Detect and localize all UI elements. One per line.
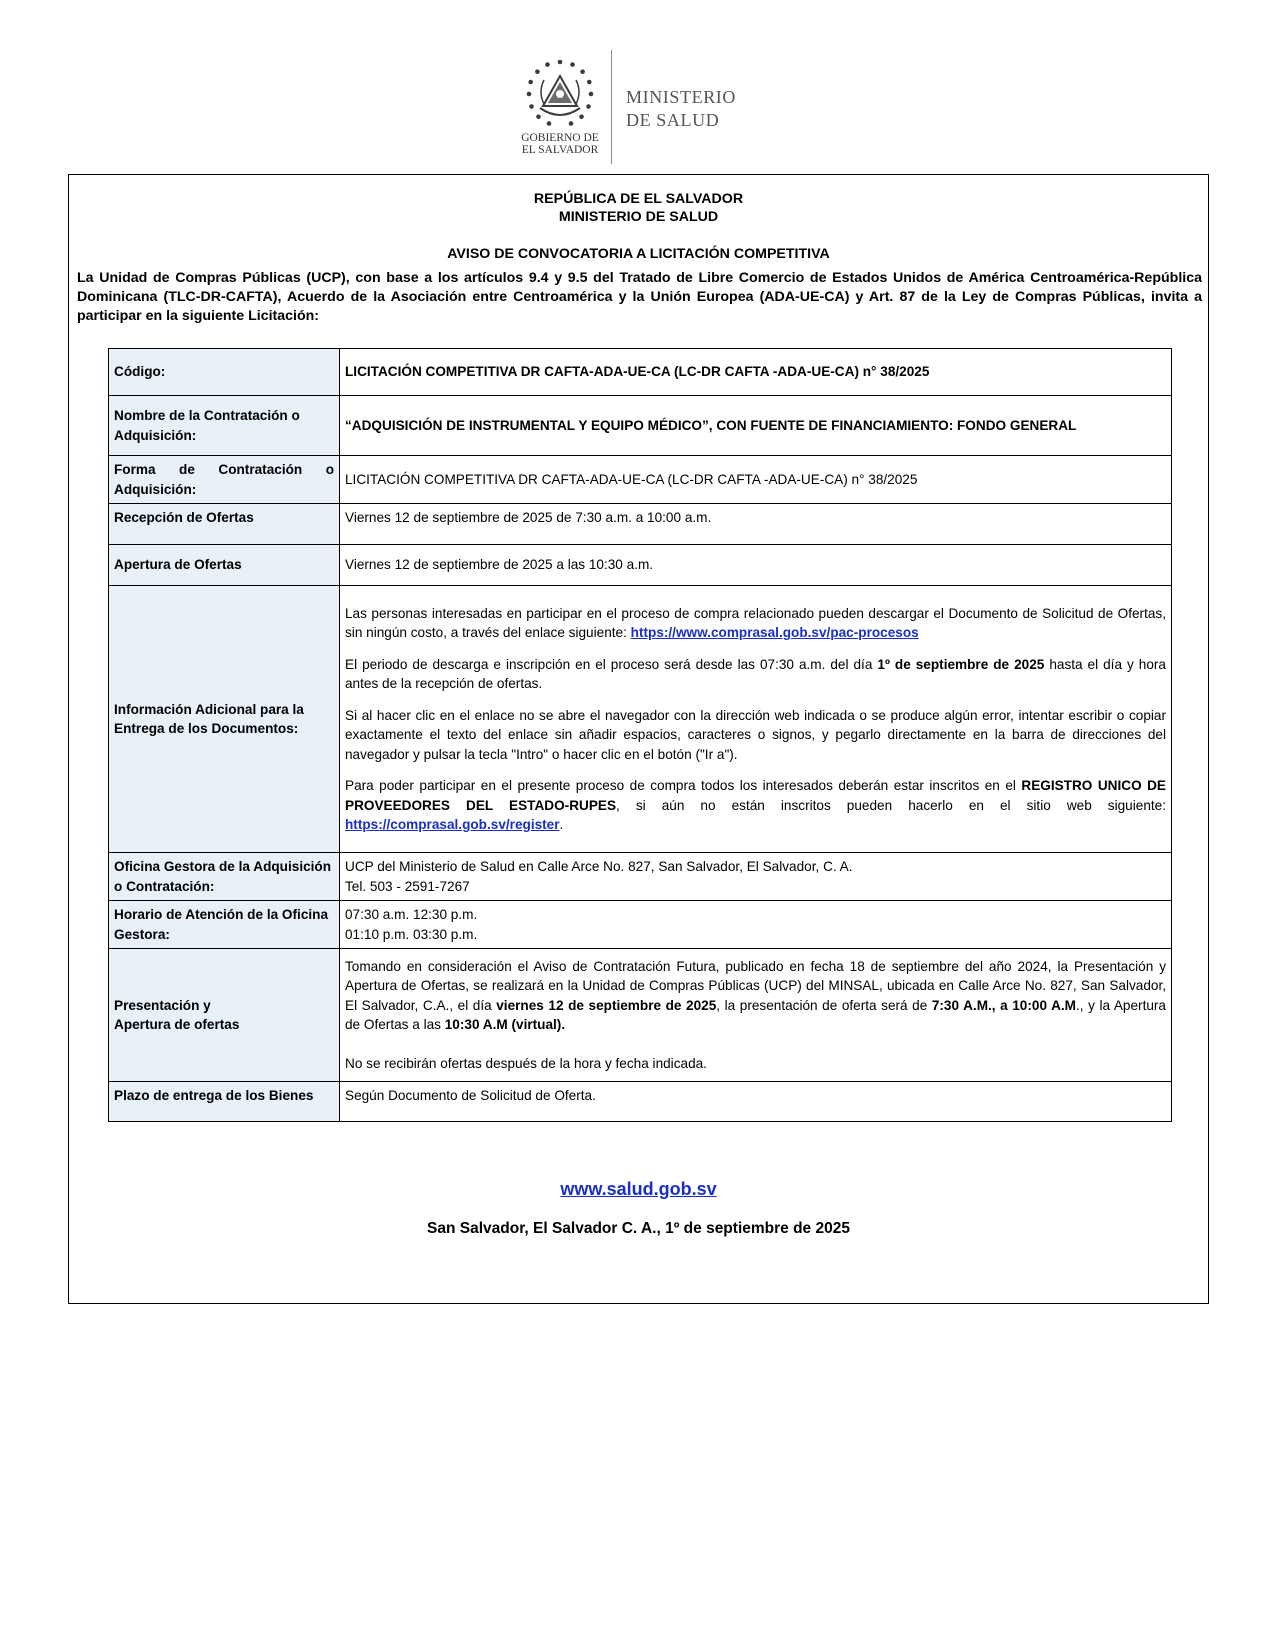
header-divider: [611, 50, 612, 164]
heading-republic: REPÚBLICA DE EL SALVADOR: [533, 191, 744, 207]
table-row: [109, 853, 1172, 901]
row-value-forma: LICITACIÓN COMPETITIVA DR CAFTA-ADA-UE-CA (LC-DR CAFTA -ADA-UE-CA) n° 38/2025: [340, 456, 1172, 504]
row-label-forma: Forma de Contratación o Adquisición:: [109, 456, 340, 504]
row-value-plazo: Según Documento de Solicitud de Oferta.: [340, 1082, 1172, 1122]
row-value-codigo: LICITACIÓN COMPETITIVA DR CAFTA-ADA-UE-CA (LC-DR CAFTA -ADA-UE-CA) n° 38/2025: [340, 349, 1172, 396]
table-row: [109, 545, 1172, 586]
row-value-informacion: [340, 586, 1172, 853]
government-name: GOBIERNO DE EL SALVADOR: [521, 132, 599, 156]
row-label-recepcion: Recepción de Ofertas: [109, 504, 340, 545]
row-value-apertura: Viernes 12 de septiembre de 2025 a las 10:30 a.m.: [340, 545, 1172, 586]
table-row: [109, 901, 1172, 949]
place-and-date: San Salvador, El Salvador C. A., 1º de septiembre de 2025: [427, 1220, 850, 1237]
notice-title: AVISO DE CONVOCATORIA A LICITACIÓN COMPETITIVA: [447, 246, 830, 262]
info-paragraph-instructions: Si al hacer clic en el enlace no se abre el navegador con la dirección web indicada o se produce algún error, intentar escribir o copiar exactamente el texto del enlace sin añadir espacios, caracteres o signos, y pegarlo directamente en la barra de direcciones del navegador y pulsar la tecla "Intro" o hacer clic en el botón ("Ir a").: [345, 707, 1166, 762]
row-label-informacion: Información Adicional para la Entrega de los Documentos:: [109, 586, 340, 853]
row-label-plazo: Plazo de entrega de los Bienes: [109, 1082, 340, 1122]
row-value-horario: 07:30 a.m. 12:30 p.m. 01:10 p.m. 03:30 p.m.: [340, 901, 1172, 949]
comprasal-register-link[interactable]: https://comprasal.gob.sv/register: [345, 817, 560, 832]
tender-details-table: [108, 348, 1172, 1122]
comprasal-processes-link[interactable]: https://www.comprasal.gob.sv/pac-procesos: [630, 625, 919, 640]
info-paragraph-download: Las personas interesadas en participar en el proceso de compra relacionado pueden descargar el Documento de Solicitud de Ofertas, sin ningún costo, a través del enlace siguiente: https://www.comprasal.gob.sv/pac-procesos: [345, 605, 1166, 640]
row-label-codigo: Código:: [109, 349, 340, 396]
info-paragraph-registration: Para poder participar en el presente proceso de compra todos los interesados deberán estar inscritos en el REGISTRO UNICO DE PROVEEDORES DEL ESTADO-RUPES, si aún no están inscritos pueden hacerlo en el sitio web siguiente: https://comprasal.gob.sv/register.: [345, 778, 1166, 832]
table-row: [109, 349, 1172, 396]
notice-frame: [68, 174, 1209, 1304]
table-row: [109, 1082, 1172, 1122]
presentation-paragraph: Tomando en consideración el Aviso de Contratación Futura, publicado en fecha 18 de septiembre del año 2024, la Presentación y Apertura de Ofertas, se realizará en la Unidad de Compras Públicas (UCP) del MINSAL, ubicada en Calle Arce No. 827, San Salvador, El Salvador, C.A., el día viernes 12 de septiembre de 2025, la presentación de oferta será de 7:30 A.M., a 10:00 A.M., y la Apertura de Ofertas a las 10:30 A.M (virtual).: [345, 958, 1166, 1033]
presentation-deadline-note: No se recibirán ofertas después de la hora y fecha indicada.: [345, 1055, 707, 1071]
table-row: [109, 456, 1172, 504]
ministry-name: MINISTERIO DE SALUD: [626, 87, 736, 130]
info-paragraph-period: El periodo de descarga e inscripción en el proceso será desde las 07:30 a.m. del día 1º de septiembre de 2025 hasta el día y hora antes de la recepción de ofertas.: [345, 656, 1166, 691]
row-value-presentacion: [340, 949, 1172, 1082]
table-row: [109, 504, 1172, 545]
row-label-oficina: Oficina Gestora de la Adquisición o Contratación:: [109, 853, 340, 901]
row-label-apertura: Apertura de Ofertas: [109, 545, 340, 586]
row-label-presentacion: Presentación y Apertura de ofertas: [109, 949, 340, 1082]
coat-of-arms-icon: [522, 56, 598, 132]
row-label-horario: Horario de Atención de la Oficina Gestora:: [109, 901, 340, 949]
ministry-website-link[interactable]: www.salud.gob.sv: [560, 1179, 717, 1199]
intro-paragraph: La Unidad de Compras Públicas (UCP), con base a los artículos 9.4 y 9.5 del Tratado de Libre Comercio de Estados Unidos de América Centroamérica-República Dominicana (TLC-DR-CAFTA), Acuerdo de la Asociación entre Centroamérica y la Unión Europea (ADA-UE-CA) y Art. 87 de la Ley de Compras Públicas, invita a participar en la siguiente Licitación:: [77, 270, 1202, 324]
row-value-nombre: “ADQUISICIÓN DE INSTRUMENTAL Y EQUIPO MÉDICO”, CON FUENTE DE FINANCIAMIENTO: FONDO GENERAL: [340, 396, 1172, 456]
table-row: [109, 949, 1172, 1082]
heading-ministry: MINISTERIO DE SALUD: [558, 209, 719, 225]
table-row: [109, 396, 1172, 456]
row-value-recepcion: Viernes 12 de septiembre de 2025 de 7:30 a.m. a 10:00 a.m.: [340, 504, 1172, 545]
row-label-nombre: Nombre de la Contratación o Adquisición:: [109, 396, 340, 456]
table-row: [109, 586, 1172, 853]
letterhead: [0, 48, 1275, 168]
row-value-oficina: UCP del Ministerio de Salud en Calle Arce No. 827, San Salvador, El Salvador, C. A. Tel. 503 - 2591-7267: [340, 853, 1172, 901]
